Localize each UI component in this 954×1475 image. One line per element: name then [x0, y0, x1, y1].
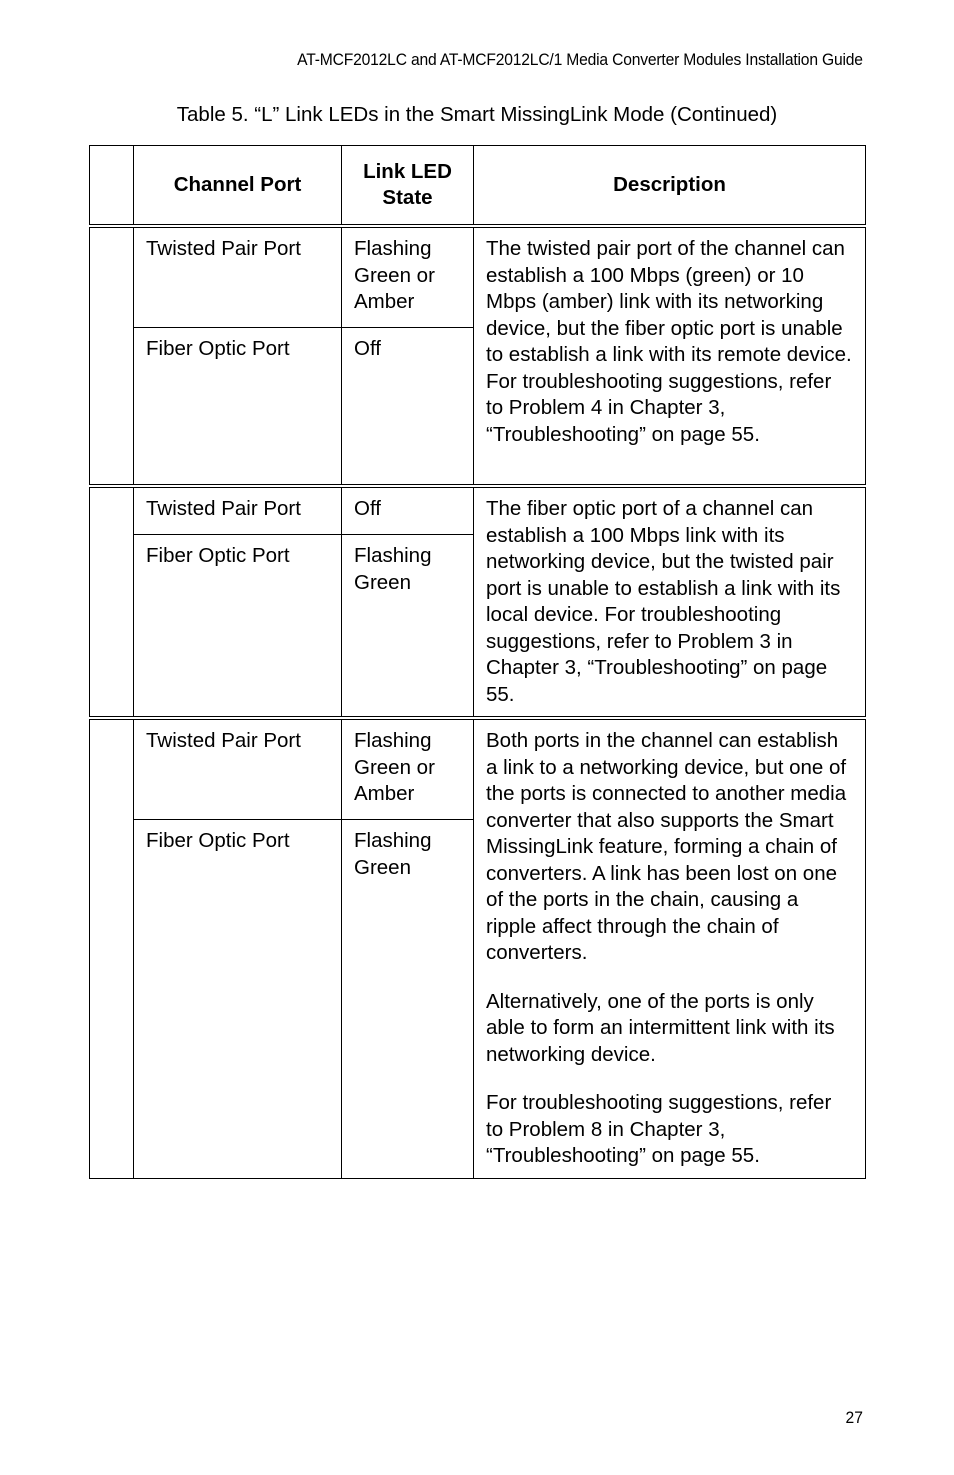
column-header-link-led-state: Link LED State — [342, 146, 474, 227]
description-paragraph: The fiber optic port of a channel can establish a 100 Mbps link with its networking device, but the twisted pair port is unable to establish a link with its local device. For troubleshooting suggestions, refer to Problem 3 in Chapter 3, “Troubleshooting” on page 55. — [486, 497, 841, 706]
link-led-state-cell: Off — [342, 486, 474, 535]
link-led-table — [89, 145, 866, 1179]
column-header-channel-port: Channel Port — [134, 146, 342, 227]
group-marker-cell — [90, 226, 134, 486]
running-header: AT-MCF2012LC and AT-MCF2012LC/1 Media Converter Modules Installation Guide — [297, 50, 863, 69]
channel-port-cell: Twisted Pair Port — [134, 226, 342, 328]
page-number: 27 — [845, 1408, 863, 1427]
description-cell — [474, 718, 866, 1178]
link-led-state-cell: Flashing Green or Amber — [342, 226, 474, 328]
column-header-description: Description — [474, 146, 866, 227]
link-led-state-cell: Flashing Green — [342, 820, 474, 1178]
link-led-state-cell: Flashing Green — [342, 535, 474, 718]
group-marker-cell — [90, 718, 134, 1178]
description-paragraph: Alternatively, one of the ports is only able to form an intermittent link with its networking device. — [486, 989, 835, 1066]
table-row — [90, 226, 866, 328]
link-led-state-cell: Flashing Green or Amber — [342, 718, 474, 820]
table-row — [90, 718, 866, 820]
description-paragraph: The twisted pair port of the channel can establish a 100 Mbps (green) or 10 Mbps (amber) link with its networking device, but the fiber optic port is unable to establish a link with its remote device. For troubleshooting suggestions, refer to Problem 4 in Chapter 3, “Troubleshooting” on page 55. — [486, 237, 852, 446]
group-marker-cell — [90, 486, 134, 718]
description-paragraph: Both ports in the channel can establish a link to a networking device, but one of the ports is connected to another media converter that also supports the Smart MissingLink feature, forming a chain of converters. A link has been lost on one of the ports in the chain, causing a ripple affect through the chain of converters. — [486, 729, 847, 964]
description-cell — [474, 226, 866, 486]
channel-port-cell: Twisted Pair Port — [134, 486, 342, 535]
channel-port-cell: Twisted Pair Port — [134, 718, 342, 820]
column-header-blank — [90, 146, 134, 227]
link-led-state-cell: Off — [342, 328, 474, 487]
channel-port-cell: Fiber Optic Port — [134, 328, 342, 487]
channel-port-cell: Fiber Optic Port — [134, 535, 342, 718]
channel-port-cell: Fiber Optic Port — [134, 820, 342, 1178]
table-header-row — [90, 146, 866, 227]
table-caption: Table 5. “L” Link LEDs in the Smart MissingLink Mode (Continued) — [176, 103, 778, 126]
description-cell — [474, 486, 866, 718]
table-row — [90, 486, 866, 535]
description-paragraph: For troubleshooting suggestions, refer to Problem 8 in Chapter 3, “Troubleshooting” on page 55. — [486, 1091, 832, 1167]
